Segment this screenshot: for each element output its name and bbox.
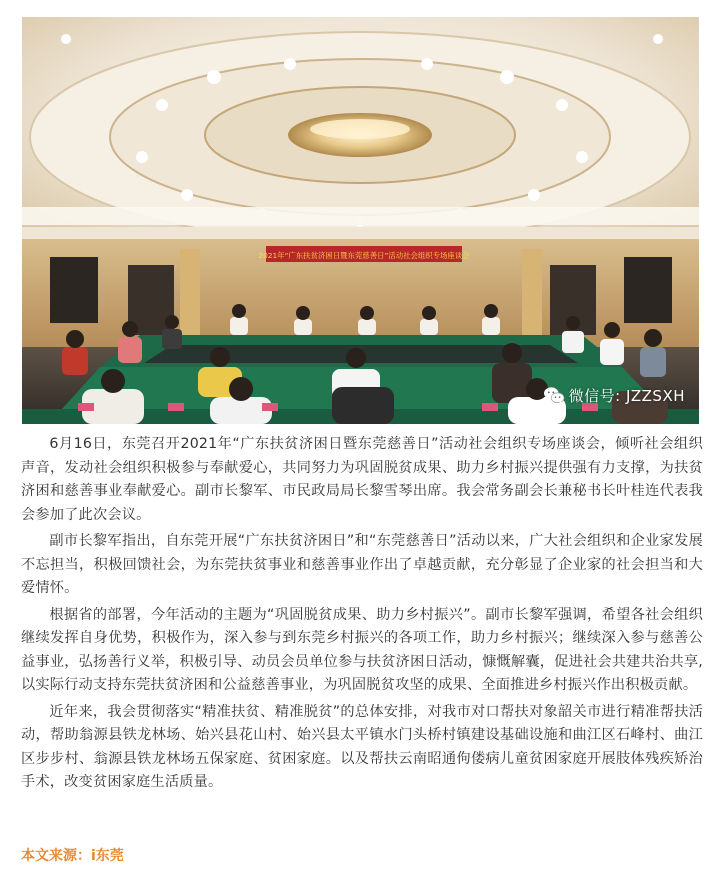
article-source: 本文来源：i东莞	[21, 848, 124, 864]
article-body	[21, 433, 703, 798]
watermark	[543, 385, 685, 406]
wechat-icon	[543, 386, 565, 406]
banner-text: 2021年“广东扶贫济困日暨东莞慈善日”活动社会组织专场座谈会	[258, 251, 470, 260]
paragraph-poverty-relief-work: 近年来，我会贯彻落实“精准扶贫、精准脱贫”的总体安排，对我市对口帮扶对象韶关市进行精准帮扶活动，帮助翁源县铁龙林场、始兴县花山村、始兴县太平镇水门头桥村镇建设基础设施和曲江区石峰村、曲江区步步村、翁源县铁龙林场五保家庭、贫困家庭。以及帮扶云南昭通佝偻病儿童贫困家庭开展肢体残疾矫治手术，改变贫困家庭生活质量。	[21, 703, 703, 790]
watermark-text: 微信号: JZZSXH	[568, 387, 685, 405]
meeting-photo	[22, 17, 699, 424]
paragraph-meeting-summary: 6月16日，东莞召开2021年“广东扶贫济困日暨东莞慈善日”活动社会组织专场座谈会，倾听社会组织声音，发动社会组织积极参与奉献爱心，共同努力为巩固脱贫成果、助力乡村振兴提供强有力支撑，为扶贫济困和慈善事业奉献爱心。副市长黎军、市民政局局长黎雪琴出席。我会常务副会长兼秘书长叶桂连代表我会参加了此次会议。	[21, 436, 703, 523]
paragraph-theme: 根据省的部署，今年活动的主题为“巩固脱贫成果、助力乡村振兴”。副市长黎军强调，希望各社会组织继续发挥自身优势，积极作为，深入参与到东莞乡村振兴的各项工作，助力乡村振兴；继续深入参与慈善公益事业，弘扬善行义举，积极引导、动员会员单位参与扶贫济困日活动，慷慨解囊，促进社会共建共治共享, 以实际行动支持东莞扶贫济困和公益慈善事业，为巩固脱贫攻坚的成果、全面推进乡村振兴作出积极贡献。	[21, 606, 703, 693]
paragraph-vice-mayor-remarks: 副市长黎军指出，自东莞开展“广东扶贫济困日”和“东莞慈善日”活动以来，广大社会组织和企业家发展不忘担当，积极回馈社会，为东莞扶贫事业和慈善事业作出了卓越贡献，充分彰显了企业家的社会担当和大爱情怀。	[21, 533, 703, 596]
meeting-scene	[22, 17, 699, 424]
